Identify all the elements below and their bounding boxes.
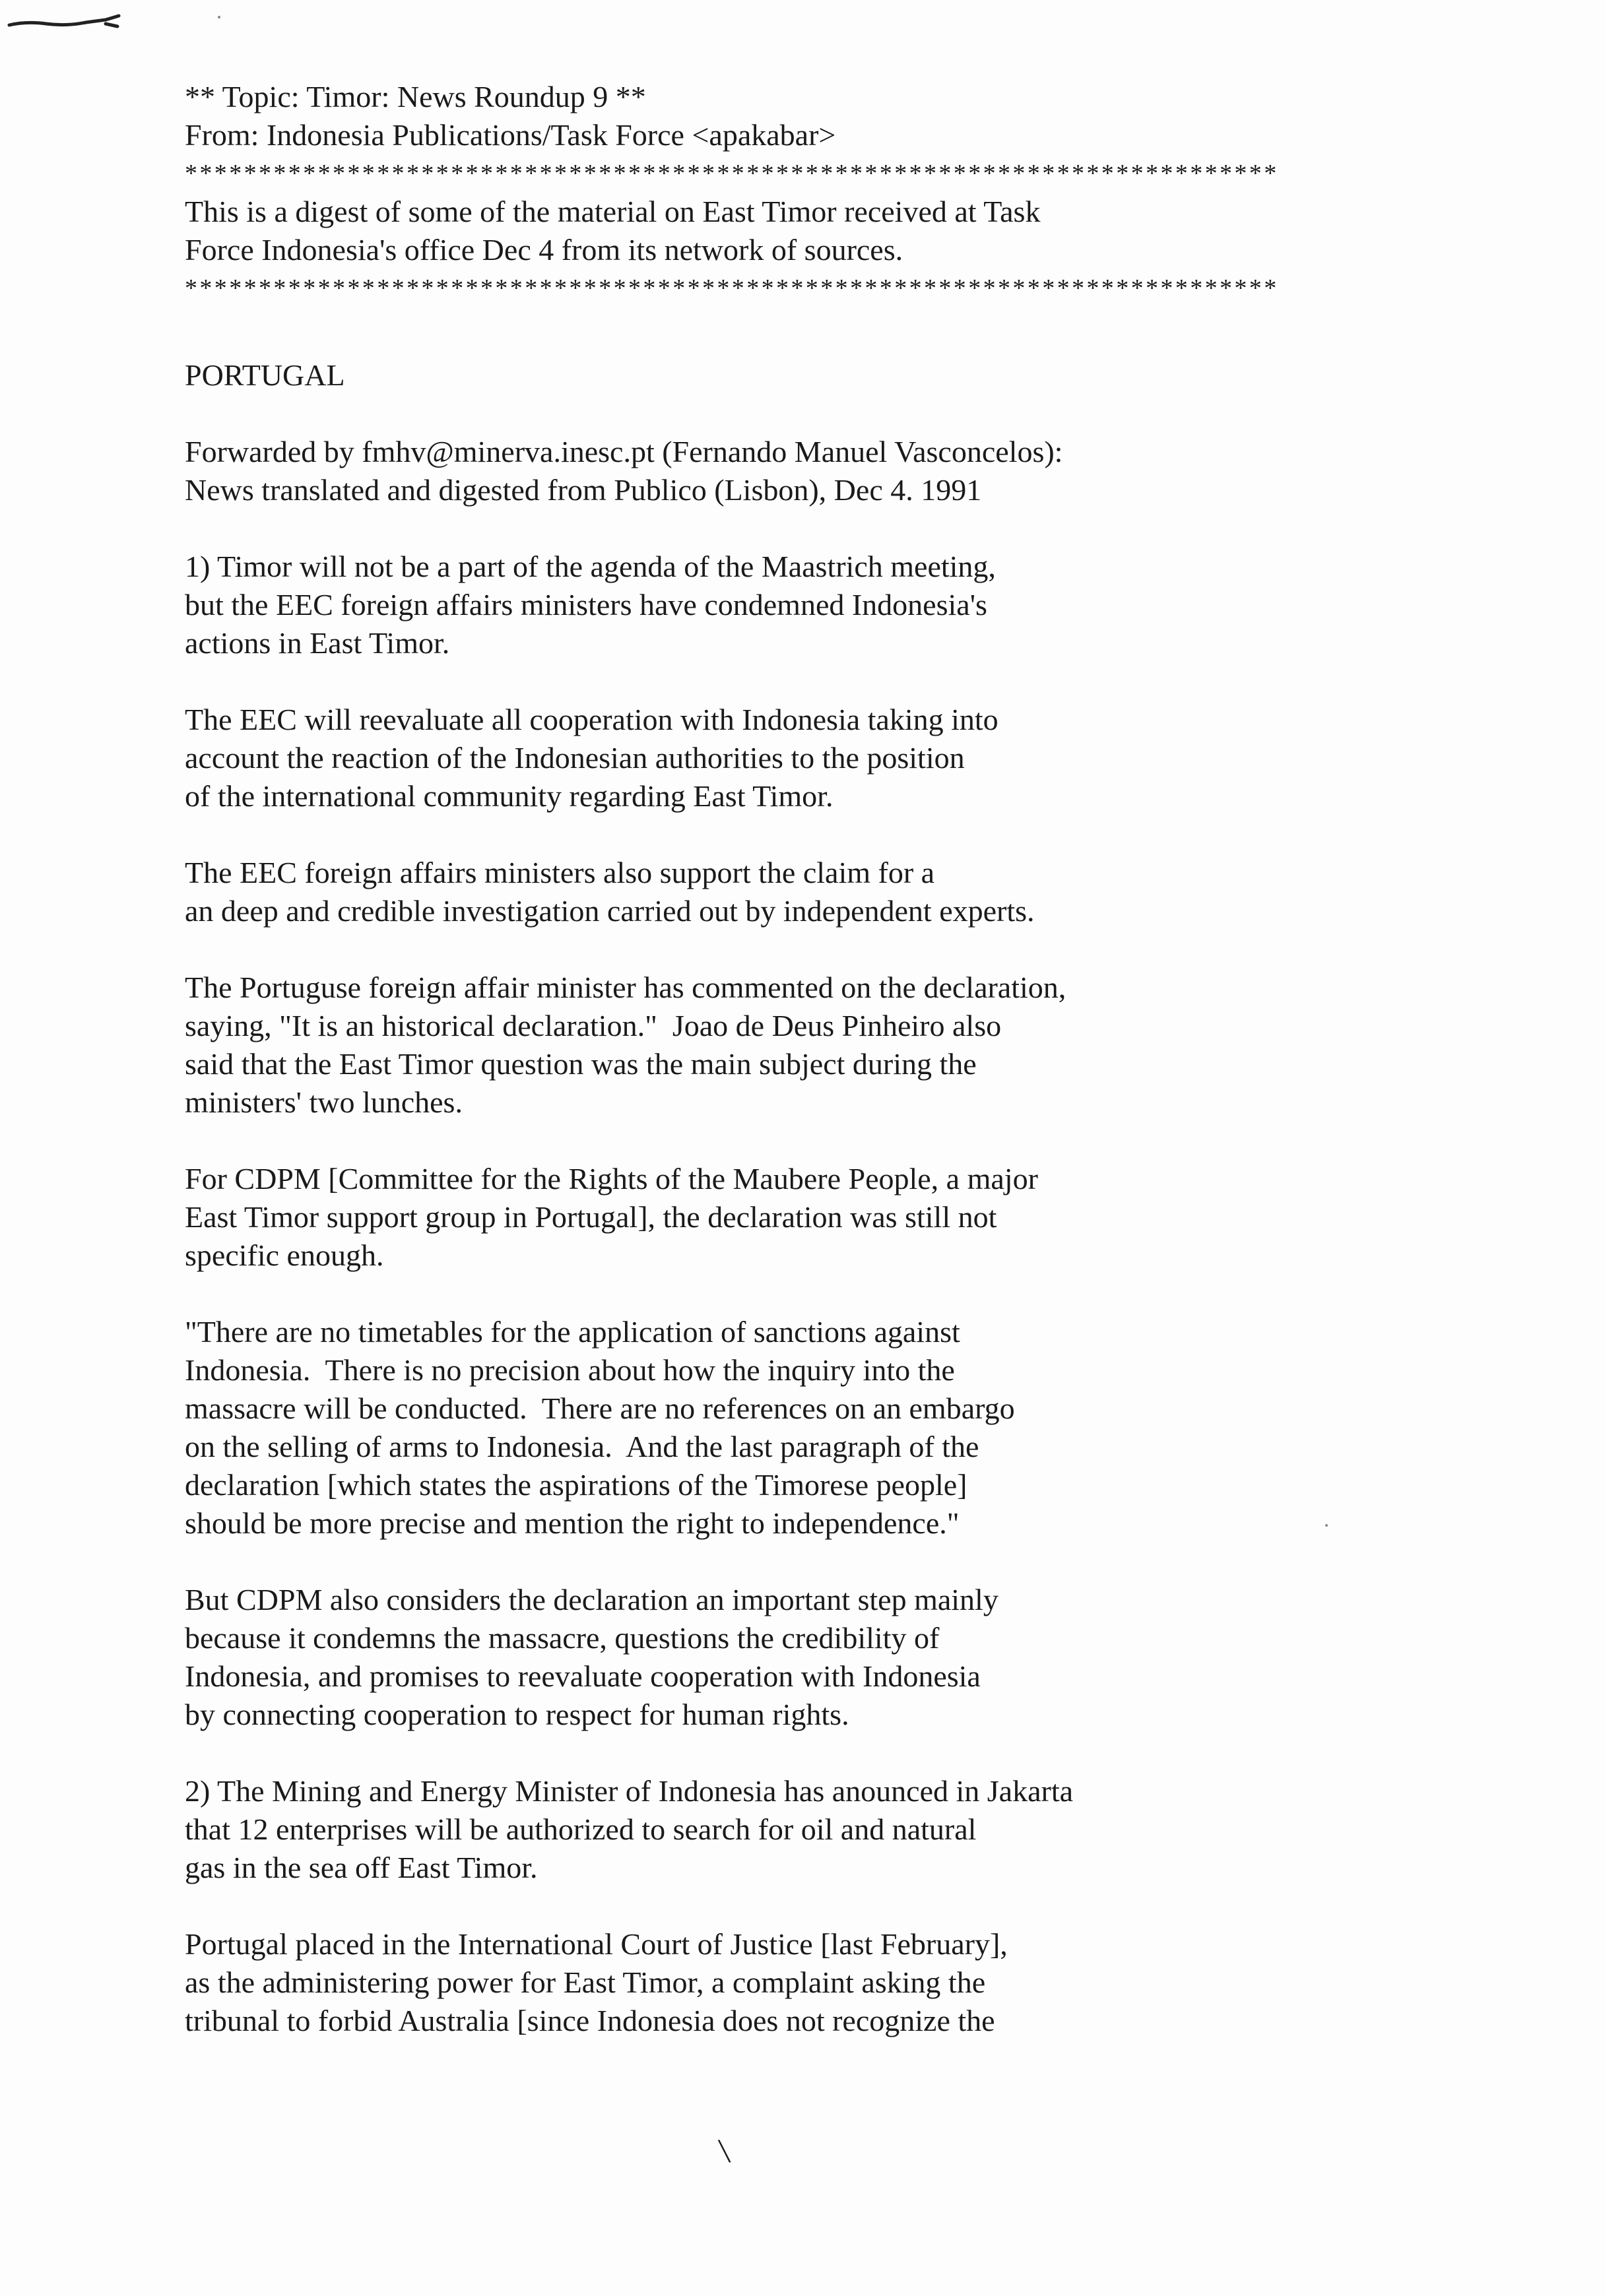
intro-line-2: Force Indonesia's office Dec 4 from its network of sources.	[185, 233, 903, 267]
topic-line: ** Topic: Timor: News Roundup 9 **	[185, 80, 646, 113]
scan-artifact-mark	[7, 12, 132, 32]
paragraph-eec-support: The EEC foreign affairs ministers also support the claim for a an deep and credible investigation carried out by independent experts.	[185, 856, 1035, 928]
paragraph-item-2: 2) The Mining and Energy Minister of Indonesia has anounced in Jakarta that 12 enterprises will be authorized to search for oil and natural gas in the sea off East Timor.	[185, 1774, 1074, 1884]
paragraph-cdpm: For CDPM [Committee for the Rights of the Maubere People, a major East Timor support group in Portugal], the declaration was still not specific enough.	[185, 1162, 1038, 1272]
paragraph-forwarded: Forwarded by fmhv@minerva.inesc.pt (Fernando Manuel Vasconcelos): News translated and digested from Publico (Lisbon), Dec 4. 1991	[185, 435, 1063, 507]
document-body	[185, 78, 1439, 2040]
paragraph-court-of-justice: Portugal placed in the International Court of Justice [last February], as the administering power for East Timor, a complaint asking the tribunal to forbid Australia [since Indonesia does not recognize the	[185, 1927, 1008, 2037]
intro-line-1: This is a digest of some of the material on East Timor received at Task	[185, 195, 1041, 228]
paragraph-item-1: 1) Timor will not be a part of the agenda of the Maastrich meeting, but the EEC foreign affairs ministers have condemned Indonesia's actions in East Timor.	[185, 550, 996, 660]
separator-bottom: **************************************************************************	[185, 274, 1279, 302]
separator-top: **************************************************************************	[185, 160, 1279, 187]
scan-speck	[218, 16, 220, 18]
from-line: From: Indonesia Publications/Task Force <apakabar>	[185, 118, 836, 152]
scan-speck	[1325, 1524, 1328, 1527]
paragraph-eec-reevaluate: The EEC will reevaluate all cooperation with Indonesia taking into account the reaction of the Indonesian authorities to the position of the international community regarding East Timor.	[185, 703, 999, 813]
paragraph-portuguese-minister: The Portuguse foreign affair minister has commented on the declaration, saying, "It is an historical declaration." Joao de Deus Pinheiro also said that the East Timor question was the main subject during the ministers' two lunches.	[185, 971, 1066, 1119]
section-heading: PORTUGAL	[185, 358, 345, 392]
paragraph-cdpm-considers: But CDPM also considers the declaration an important step mainly because it condemns the massacre, questions the credibility of Indonesia, and promises to reevaluate cooperation with Indonesia by connecting cooperation to respect for human rights.	[185, 1583, 999, 1731]
page-number: \	[716, 2130, 733, 2171]
paragraph-cdpm-quote: "There are no timetables for the application of sanctions against Indonesia. There is no precision about how the inquiry into the massacre will be conducted. There are no references on an embargo on the selling of arms to Indonesia. And the last paragraph of the declaration [which states the aspirations of the Timorese people] should be more precise and mention the right to independence."	[185, 1315, 1015, 1540]
